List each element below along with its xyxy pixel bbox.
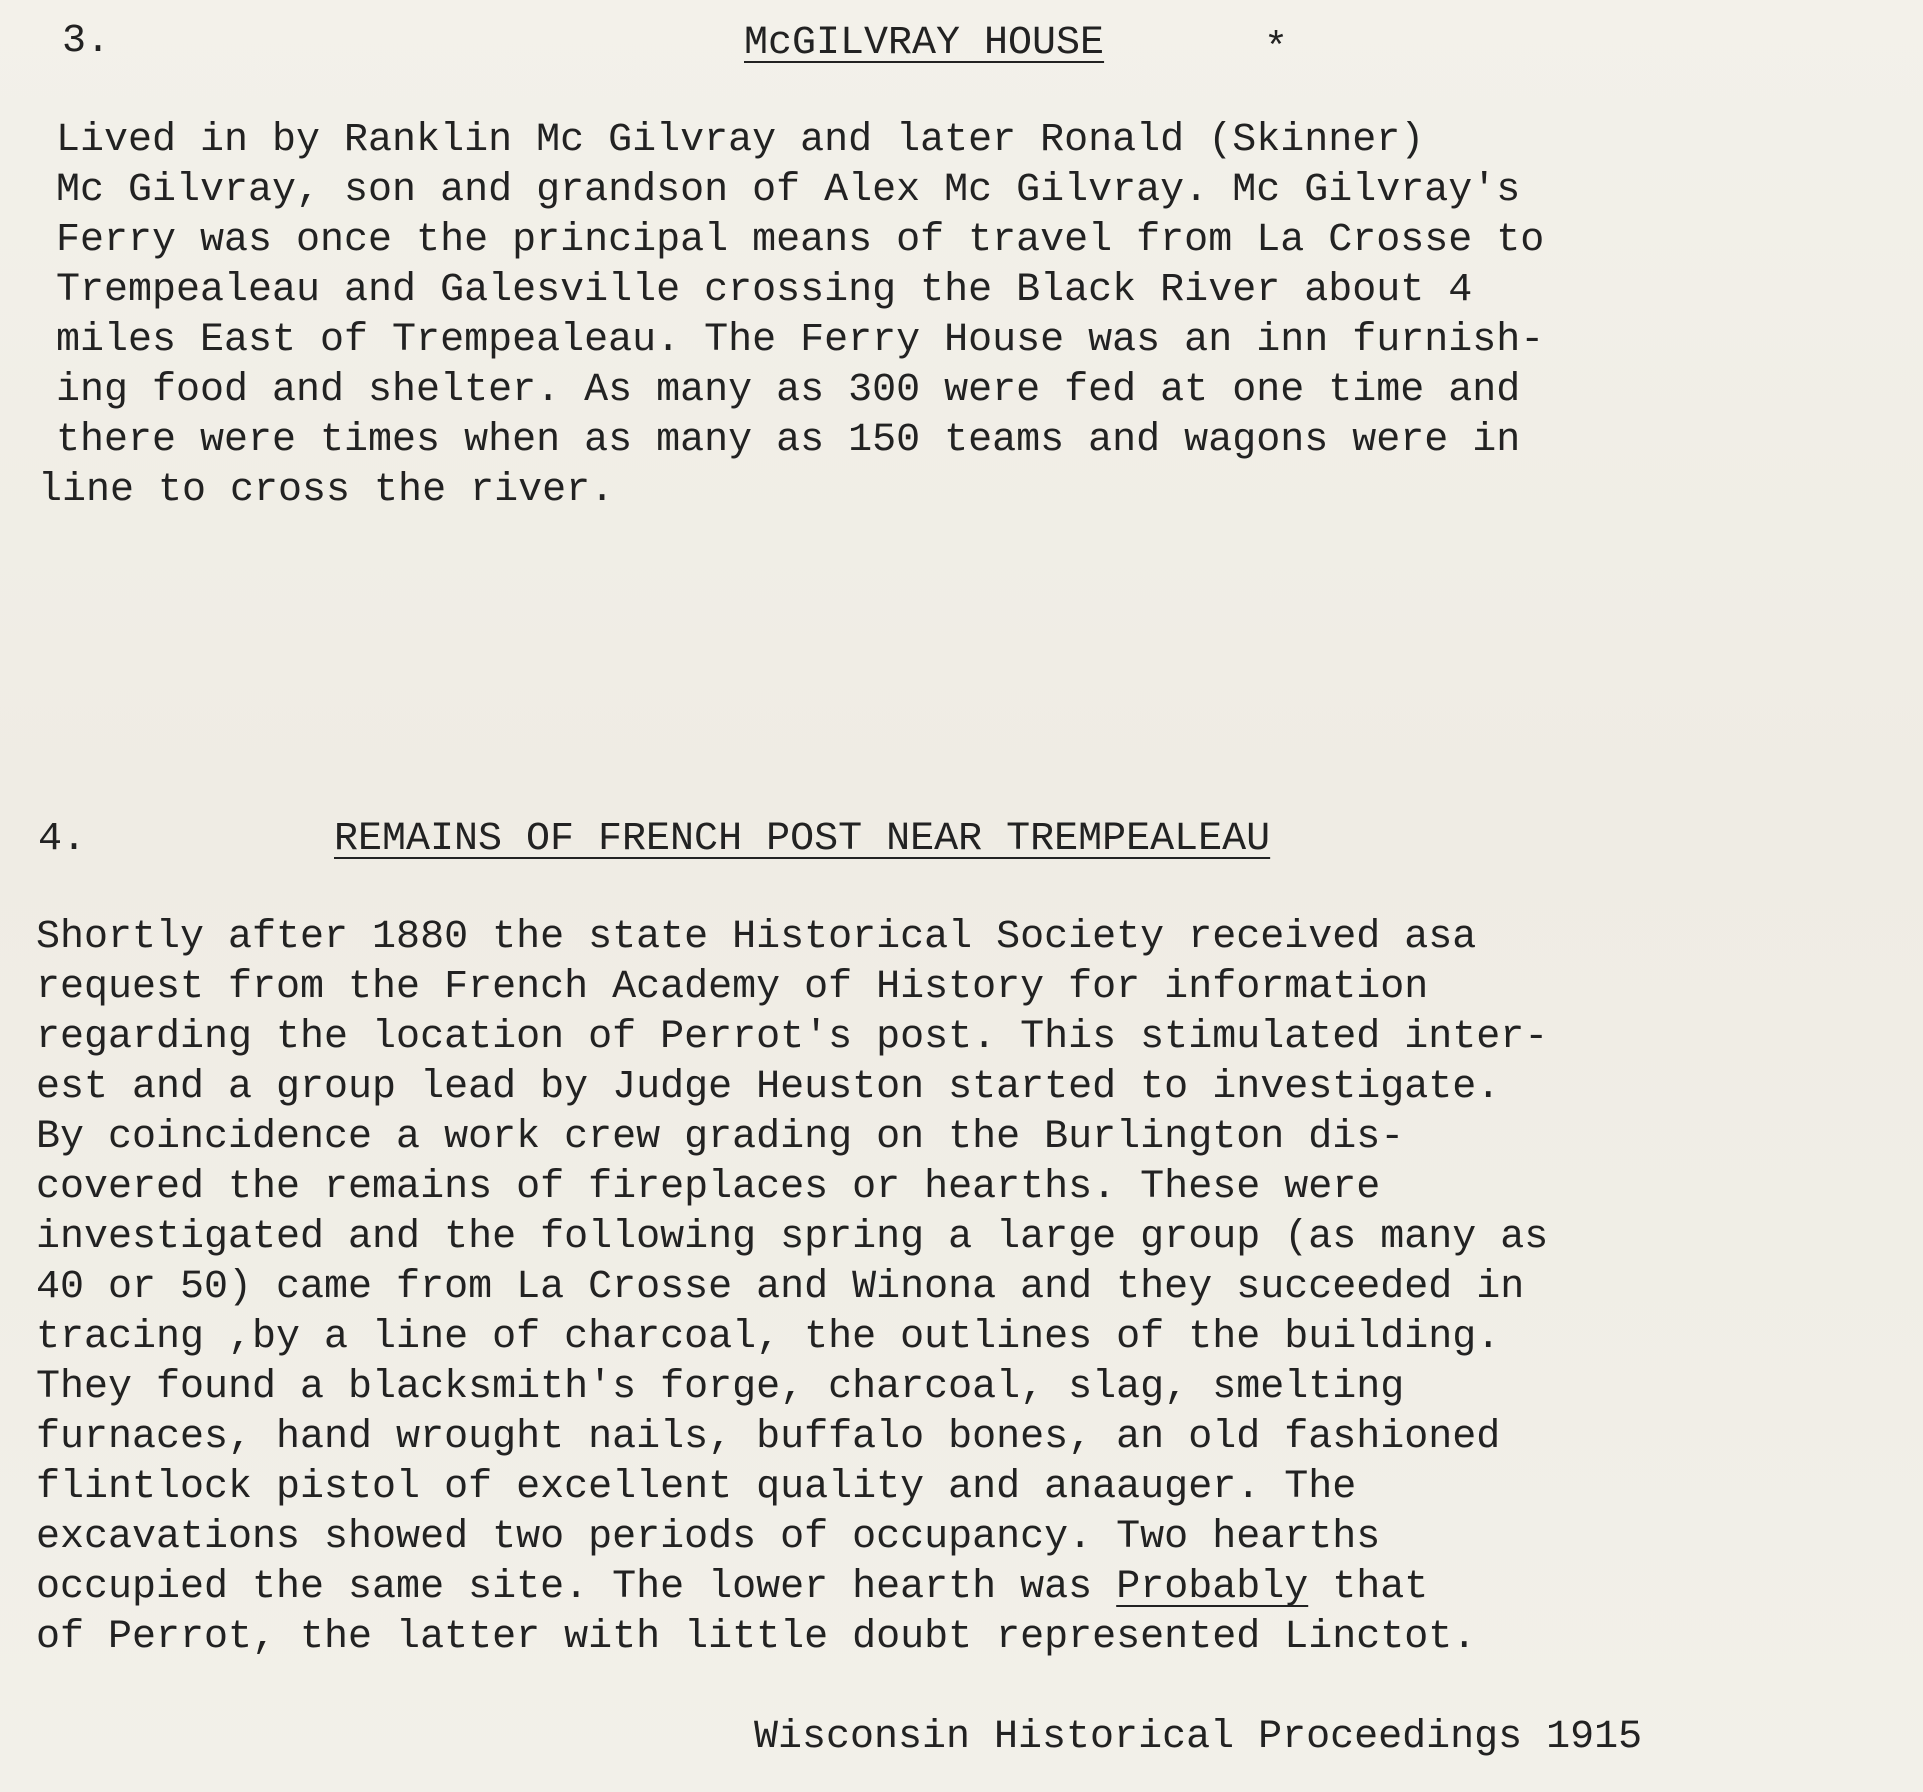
section-4-line: covered the remains of fireplaces or hearths. These were <box>36 1165 1381 1210</box>
section-4-line: excavations showed two periods of occupancy. Two hearths <box>36 1515 1381 1560</box>
section-4-line: of Perrot, the latter with little doubt represented Linctot. <box>36 1615 1477 1660</box>
underlined-word: Probably <box>1116 1565 1309 1610</box>
section-4-line: request from the French Academy of History for information <box>36 965 1429 1010</box>
section-4-line-with-underline <box>36 1563 1548 1613</box>
section-4-body <box>36 913 1548 1663</box>
section-4-line: 40 or 50) came from La Crosse and Winona and they succeeded in <box>36 1265 1525 1310</box>
section-3-line: Ferry was once the principal means of travel from La Crosse to <box>56 218 1545 263</box>
section-3-line: Trempealeau and Galesville crossing the Black River about 4 <box>56 268 1473 313</box>
section-3-marker: * <box>1264 27 1289 72</box>
section-3-line: line to cross the river. <box>38 468 615 513</box>
section-4-line: They found a blacksmith's forge, charcoal, slag, smelting <box>36 1365 1405 1410</box>
citation: Wisconsin Historical Proceedings 1915 <box>754 1715 1643 1760</box>
section-4-line-start: occupied the same site. The lower hearth was <box>36 1565 1093 1610</box>
section-3-line: ing food and shelter. As many as 300 were fed at one time and <box>56 368 1521 413</box>
section-3-title: McGILVRAY HOUSE <box>744 21 1105 66</box>
section-4-line: By coincidence a work crew grading on the Burlington dis- <box>36 1115 1405 1160</box>
section-4-line-end: that <box>1308 1565 1429 1610</box>
section-3-line: Mc Gilvray, son and grandson of Alex Mc Gilvray. Mc Gilvray's <box>56 168 1521 213</box>
section-4-title: REMAINS OF FRENCH POST NEAR TREMPEALEAU <box>334 817 1271 862</box>
section-3-line: Lived in by Ranklin Mc Gilvray and later Ronald (Skinner) <box>56 118 1425 163</box>
section-3-body <box>38 116 1545 516</box>
section-4-line: tracing ,by a line of charcoal, the outlines of the building. <box>36 1315 1501 1360</box>
section-3-line: there were times when as many as 150 teams and wagons were in <box>56 418 1521 463</box>
section-4-line: regarding the location of Perrot's post. This stimulated inter- <box>36 1015 1549 1060</box>
section-3-line: miles East of Trempealeau. The Ferry House was an inn furnish- <box>56 318 1545 363</box>
section-4-line: flintlock pistol of excellent quality and anaauger. The <box>36 1465 1357 1510</box>
section-4-line: furnaces, hand wrought nails, buffalo bones, an old fashioned <box>36 1415 1501 1460</box>
section-4-line: est and a group lead by Judge Heuston started to investigate. <box>36 1065 1501 1110</box>
section-4-number: 4. <box>38 817 87 862</box>
section-4-line: investigated and the following spring a large group (as many as <box>36 1215 1549 1260</box>
section-4-line: Shortly after 1880 the state Historical Society received asa <box>36 915 1477 960</box>
section-3-number: 3. <box>62 19 111 64</box>
